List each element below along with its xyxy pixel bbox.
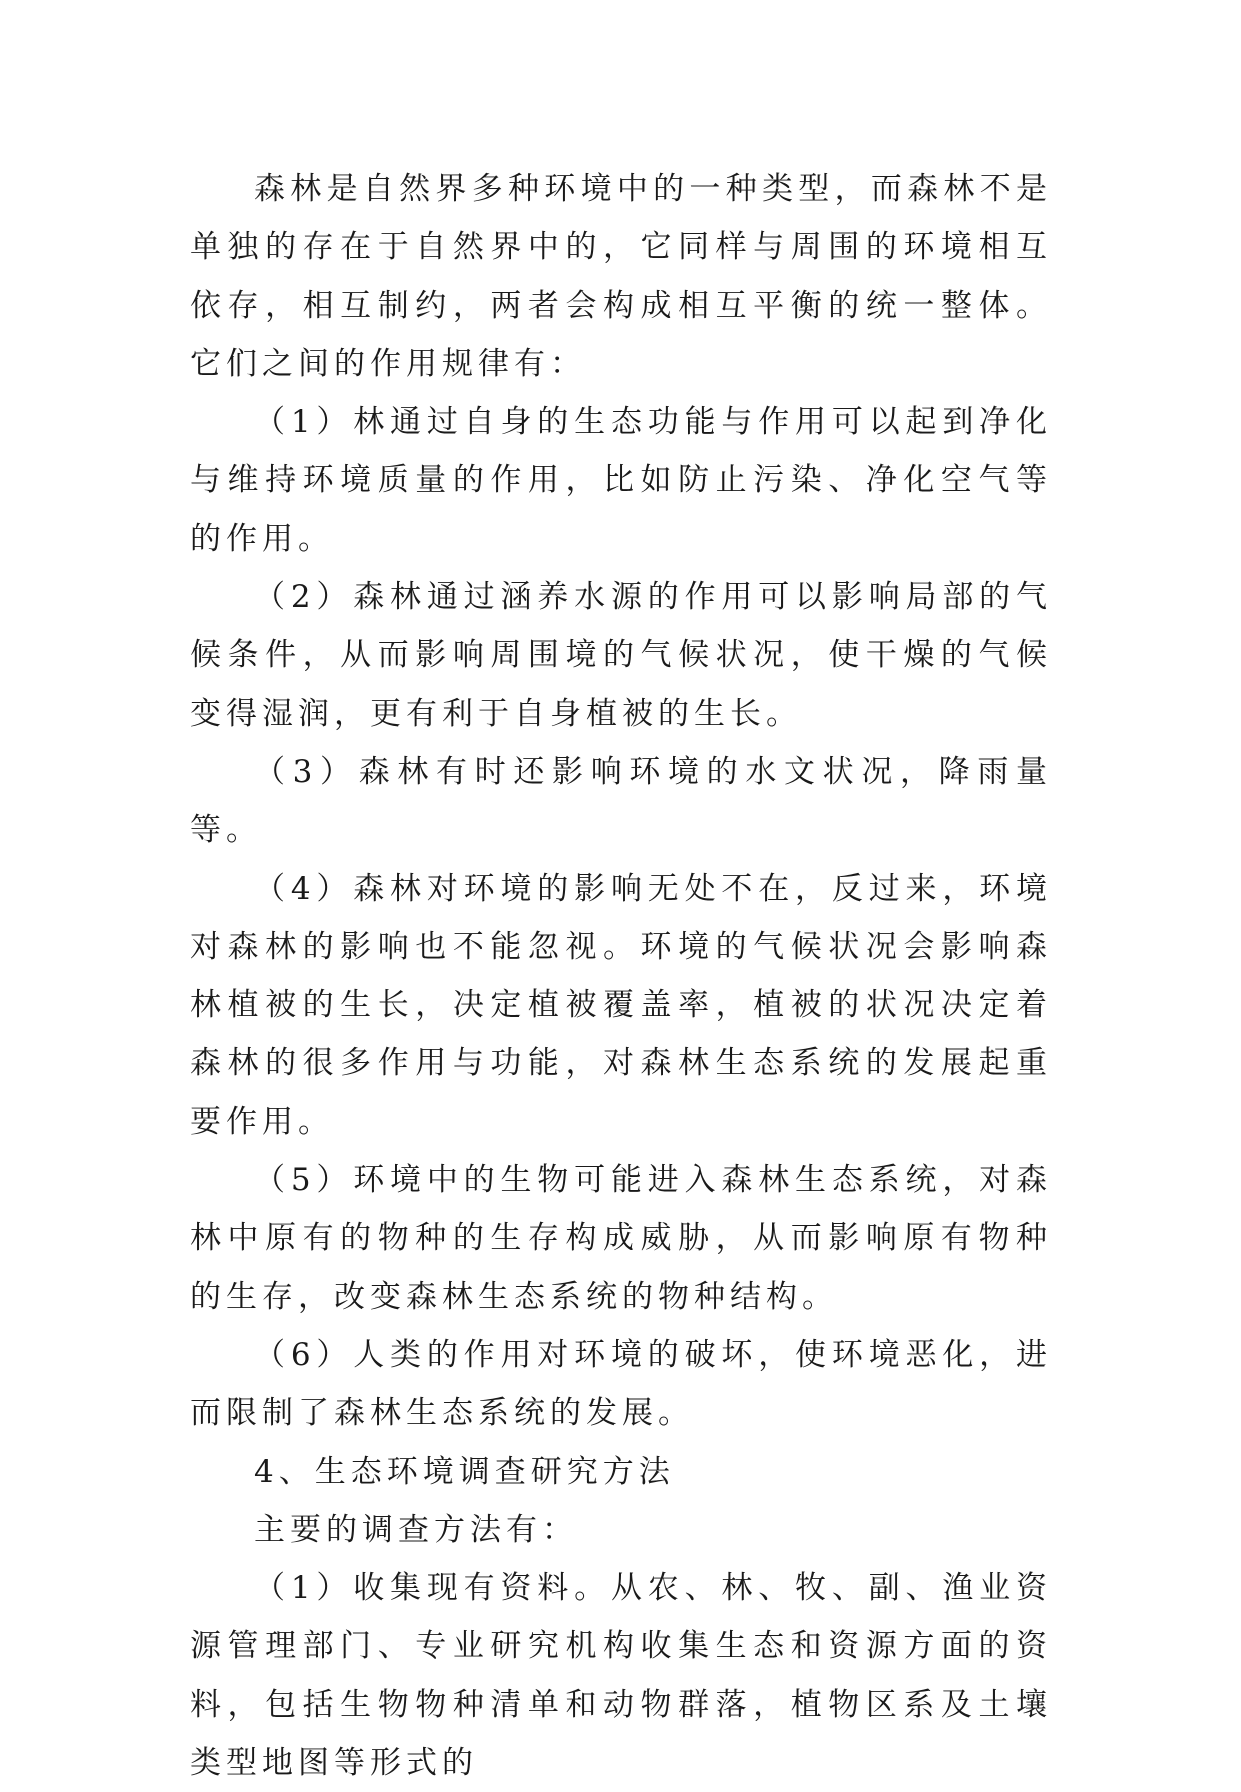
section-heading: 4、生态环境调查研究方法	[254, 1453, 675, 1490]
paragraph-item-1: （1）林通过自身的生态功能与作用可以起到净化与维持环境质量的作用，比如防止污染、净化空气等的作用。	[190, 404, 1052, 557]
paragraph-item-6: （6）人类的作用对环境的破坏，使环境恶化，进而限制了森林生态系统的发展。	[190, 1336, 1052, 1432]
paragraph-item-3: （3）森林有时还影响环境的水文状况，降雨量等。	[190, 753, 1052, 849]
paragraph-item-4: （4）森林对环境的影响无处不在，反过来，环境对森林的影响也不能忽视。环境的气候状况会影响森林植被的生长，决定植被覆盖率，植被的状况决定着森林的很多作用与功能，对森林生态系统的发展起重要作用。	[190, 870, 1052, 1140]
paragraph-item-2: （2）森林通过涵养水源的作用可以影响局部的气候条件，从而影响周围境的气候状况，使干燥的气候变得湿润，更有利于自身植被的生长。	[190, 579, 1052, 732]
document-body	[190, 160, 1052, 1792]
paragraph-methods-intro: 主要的调查方法有：	[254, 1511, 578, 1548]
paragraph-method-1: （1）收集现有资料。从农、林、牧、副、渔业资源管理部门、专业研究机构收集生态和资源方面的资料，包括生物物种清单和动物群落，植物区系及土壤类型地图等形式的	[190, 1570, 1052, 1782]
paragraph-item-5: （5）环境中的生物可能进入森林生态系统，对森林中原有的物种的生存构成威胁，从而影响原有物种的生存，改变森林生态系统的物种结构。	[190, 1162, 1052, 1315]
paragraph-intro: 森林是自然界多种环境中的一种类型，而森林不是单独的存在于自然界中的，它同样与周围的环境相互依存，相互制约，两者会构成相互平衡的统一整体。它们之间的作用规律有：	[190, 171, 1052, 382]
